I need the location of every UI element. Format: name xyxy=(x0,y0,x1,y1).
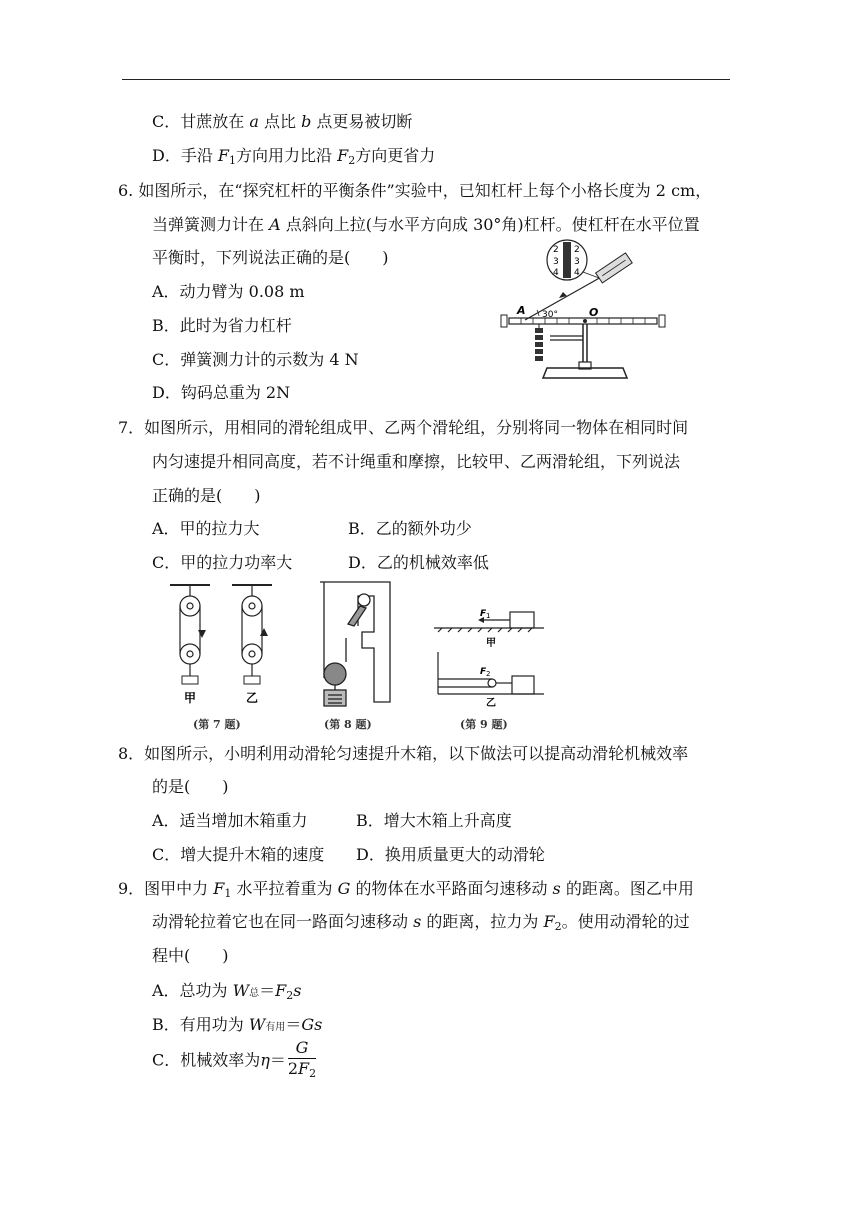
q6-stem-line2: 当弹簧测力计在 A 点斜向上拉(与水平方向成 30°角)杠杆。使杠杆在水平位置 xyxy=(152,215,700,234)
fig7-label-jia: 甲 xyxy=(184,691,197,705)
efficiency-fraction: $\frac{G}{2F_2}$ xyxy=(287,1038,317,1080)
scale-right-4: 4 xyxy=(574,268,580,278)
q9-stem-line1: 9．图甲中力 $F_1$ 水平拉着重为 G 的物体在水平路面匀速移动 s 的距离。图乙中用 xyxy=(118,879,694,900)
q7-option-c: C．甲的拉力功率大 xyxy=(152,553,293,572)
fig9-f2-sub: 2 xyxy=(486,670,491,678)
q6-option-b: B．此时为省力杠杆 xyxy=(152,316,292,335)
scale-left-4: 4 xyxy=(553,268,559,278)
q8-option-b: B．增大木箱上升高度 xyxy=(356,811,512,830)
q6-option-a: A．动力臂为 0.08 m xyxy=(152,282,305,301)
q9-stem-line2: 动滑轮拉着它也在同一路面匀速移动 s 的距离，拉力为 $F_2$。使用动滑轮的过 xyxy=(152,912,690,933)
q7-option-d: D．乙的机械效率低 xyxy=(348,553,489,572)
fig9-label-yi: 乙 xyxy=(486,698,496,708)
q7-stem-line2: 内匀速提升相同高度，若不计绳重和摩擦，比较甲、乙两滑轮组，下列说法 xyxy=(152,452,681,471)
horizontal-pull-figure xyxy=(432,604,550,708)
q7-option-b: B．乙的额外功少 xyxy=(348,519,472,538)
fig7-label-yi: 乙 xyxy=(246,691,259,705)
q6-option-c: C．弹簧测力计的示数为 4 N xyxy=(152,350,359,369)
fig9-label-jia: 甲 xyxy=(486,638,496,649)
q8-option-d: D．换用质量更大的动滑轮 xyxy=(356,845,545,864)
q6-stem-line1: 6. 如图所示，在“探究杠杆的平衡条件”实验中，已知杠杆上每个小格长度为 2 cm， xyxy=(118,181,712,200)
pivot-label: O xyxy=(589,306,599,319)
point-a-label: A xyxy=(517,304,526,317)
fig9-f2: F xyxy=(480,667,487,677)
movable-pulley-figure xyxy=(318,578,394,708)
q8-stem-line2: 的是( ) xyxy=(152,777,229,796)
q8-option-a: A．适当增加木箱重力 xyxy=(152,811,308,830)
fig8-caption: (第 8 题) xyxy=(324,718,372,731)
fig9-f1: F xyxy=(480,609,487,619)
q9-stem-line3: 程中( ) xyxy=(152,946,229,965)
q9-option-a: A．总功为 W总$=F_2s$ xyxy=(152,981,302,1002)
q5-option-c: C．甘蔗放在 a 点比 b 点更易被切断 xyxy=(152,112,413,131)
q8-stem-line1: 8．如图所示，小明利用动滑轮匀速提升木箱，以下做法可以提高动滑轮机械效率 xyxy=(118,744,689,763)
q7-stem-line3: 正确的是( ) xyxy=(152,486,261,505)
q7-option-a: A．甲的拉力大 xyxy=(152,519,260,538)
scale-right-2: 2 xyxy=(574,245,580,255)
pulley-blocks-figure xyxy=(166,580,286,710)
fig9-caption: (第 9 题) xyxy=(460,718,508,731)
q6-option-d: D．钩码总重为 2N xyxy=(152,383,291,402)
scale-left-3: 3 xyxy=(553,257,559,267)
q9-option-c: C．机械效率为η＝ $\frac{G}{2F_2}$ xyxy=(152,1038,316,1084)
scale-right-3: 3 xyxy=(574,257,580,267)
scale-left-2: 2 xyxy=(553,245,559,255)
fig9-f1-sub: 1 xyxy=(486,612,491,620)
q6-stem-line3: 平衡时，下列说法正确的是( ) xyxy=(152,248,389,267)
q8-option-c: C．增大提升木箱的速度 xyxy=(152,845,325,864)
q5-option-d: D．手沿 $F_1$方向用力比沿 $F_2$方向更省力 xyxy=(152,146,436,167)
fig7-caption: (第 7 题) xyxy=(193,718,241,731)
top-rule xyxy=(122,79,730,80)
q7-stem-line1: 7．如图所示，用相同的滑轮组成甲、乙两个滑轮组，分别将同一物体在相同时间 xyxy=(118,418,689,437)
lever-figure xyxy=(495,238,670,393)
q9-option-b: B．有用功为 W有用＝Gs xyxy=(152,1015,323,1034)
angle-label: 30° xyxy=(542,310,558,320)
